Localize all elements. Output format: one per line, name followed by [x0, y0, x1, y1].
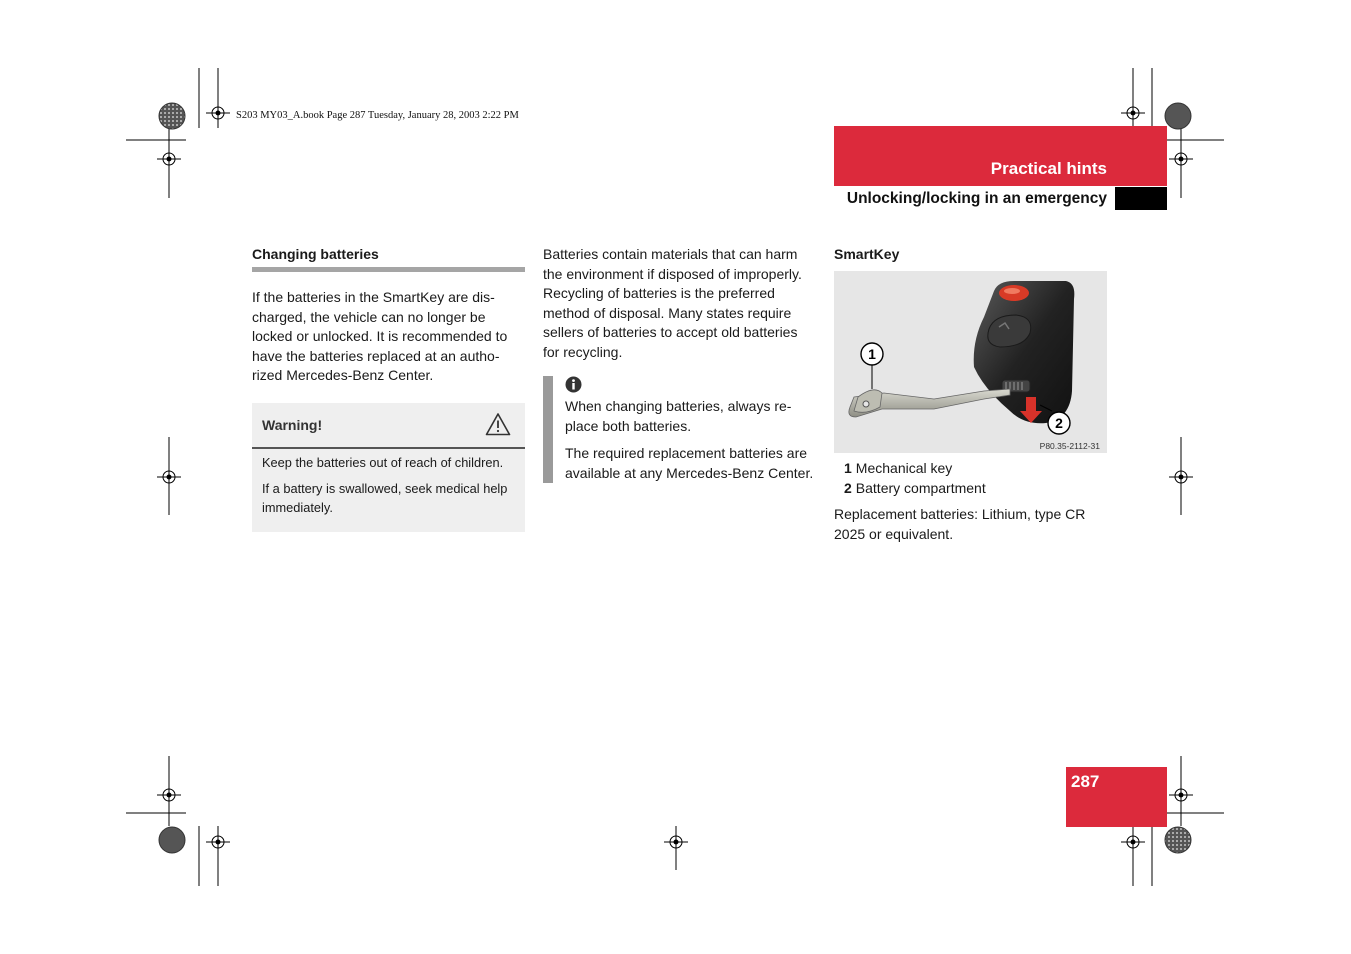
heading-smartkey: SmartKey [834, 246, 900, 262]
warning-line: If a battery is swallowed, seek medical help immediately. [262, 480, 508, 515]
column-smartkey [834, 246, 1107, 544]
figure-code: P80.35-2112-31 [1039, 441, 1100, 451]
page-number: 287 [1071, 772, 1100, 791]
legend-number: 2 [844, 479, 852, 496]
column-changing-batteries [252, 246, 525, 532]
smartkey-figure [834, 271, 1107, 453]
legend-number: 1 [844, 460, 852, 476]
subsection-title: Unlocking/locking in an emergency [846, 190, 1107, 207]
warning-line: Keep the batteries out of reach of children. [262, 454, 504, 470]
column-recycling [543, 245, 816, 491]
figure-legend [834, 459, 1107, 498]
warning-box [252, 403, 525, 532]
legend-item [834, 459, 1107, 479]
callout-2: 2 [1055, 415, 1063, 431]
warning-label: Warning! [262, 416, 323, 433]
warning-body [252, 449, 525, 532]
heading-changing-batteries: Changing batteries [252, 246, 379, 262]
info-paragraph: The required replacement batteries are available at any Mercedes-Benz Center. [565, 445, 814, 481]
heading-rule [252, 267, 525, 272]
info-bar [543, 376, 553, 483]
legend-item [834, 479, 1107, 499]
info-paragraph: When changing batteries, always re-place both batteries. [565, 398, 792, 434]
warning-header [252, 403, 525, 449]
legend-label: Mechanical key [855, 460, 953, 476]
paragraph-discharged: If the batteries in the SmartKey are dis-charged, the vehicle can no longer be locked or unlocked. It is recommended to have the batteries replaced at an autho-rized Mercedes-Benz Center. [252, 289, 508, 383]
subsection-marker [1115, 187, 1167, 210]
callout-1: 1 [868, 346, 876, 362]
section-title: Practical hints [990, 159, 1107, 178]
info-icon [565, 376, 582, 393]
smartkey-illustration [834, 271, 1107, 453]
info-box [543, 376, 816, 483]
paragraph-replacement: Replacement batteries: Lithium, type CR 2025 or equivalent. [834, 506, 1086, 542]
paragraph-recycling: Batteries contain materials that can harm the environment if disposed of improperly. Recycling of batteries is the preferred method of disposal. Many states require sellers of batteries to accept old batteries for recycling. [543, 246, 802, 360]
print-header: S203 MY03_A.book Page 287 Tuesday, January 28, 2003 2:22 PM [236, 110, 519, 121]
warning-triangle-icon [485, 412, 511, 436]
legend-label: Battery compartment [855, 479, 986, 496]
